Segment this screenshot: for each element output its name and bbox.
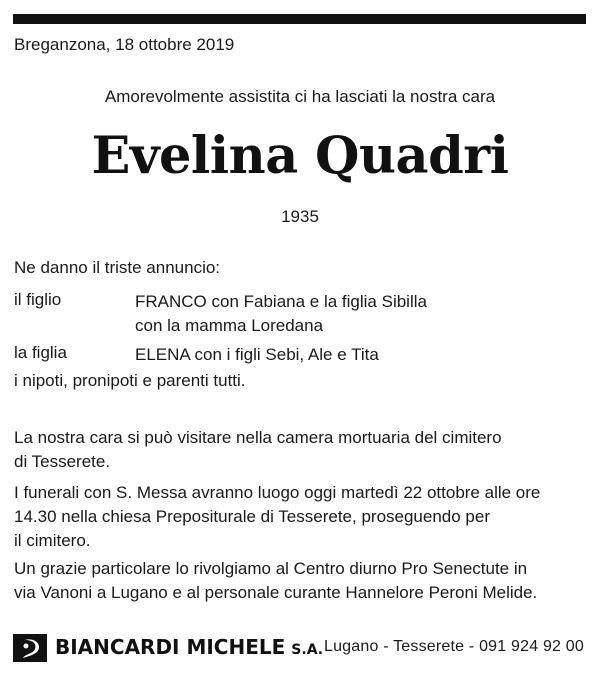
company-name xyxy=(55,635,323,659)
paragraph-line: di Tesserete. xyxy=(14,452,111,471)
birth-year: 1935 xyxy=(281,207,319,226)
funeral-logo-icon xyxy=(13,634,47,662)
thanks-paragraph xyxy=(14,557,584,605)
relative-names xyxy=(135,343,379,367)
paragraph-line: La nostra cara si può visitare nella camera mortuaria del cimitero xyxy=(14,428,502,447)
intro-text: Amorevolmente assistita ci ha lasciati la nostra cara xyxy=(104,87,496,106)
funeral-home-footer xyxy=(13,630,586,666)
company-suffix: S.A. xyxy=(291,642,324,658)
company-contact: Lugano - Tesserete - 091 924 92 00 xyxy=(323,638,584,655)
place-date: Breganzona, 18 ottobre 2019 xyxy=(14,35,235,54)
paragraph-line: il cimitero. xyxy=(14,531,91,550)
paragraph-line: Un grazie particolare lo rivolgiamo al Centro diurno Pro Senectute in xyxy=(14,559,528,578)
visitation-paragraph xyxy=(14,426,584,474)
relative-role: il figlio xyxy=(14,290,62,309)
company-name-text: BIANCARDI MICHELE xyxy=(55,635,286,659)
relative-role: la figlia xyxy=(14,343,67,362)
top-rule xyxy=(13,14,586,24)
paragraph-line: via Vanoni a Lugano e al personale curante Hannelore Peroni Melide. xyxy=(14,583,538,602)
paragraph-line: I funerali con S. Messa avranno luogo oggi martedì 22 ottobre alle ore xyxy=(14,483,541,502)
other-relatives: i nipoti, pronipoti e parenti tutti. xyxy=(14,371,246,390)
relative-line: con la mamma Loredana xyxy=(135,316,324,335)
relative-line: FRANCO con Fabiana e la figlia Sibilla xyxy=(135,292,427,311)
announce-text: Ne danno il triste annuncio: xyxy=(14,258,221,277)
funeral-paragraph xyxy=(14,481,584,553)
relative-names xyxy=(135,290,427,338)
paragraph-line: 14.30 nella chiesa Prepositurale di Tesserete, proseguendo per xyxy=(14,507,490,526)
relative-line: ELENA con i figli Sebi, Ale e Tita xyxy=(135,345,379,364)
deceased-name: Evelina Quadri xyxy=(91,126,509,186)
